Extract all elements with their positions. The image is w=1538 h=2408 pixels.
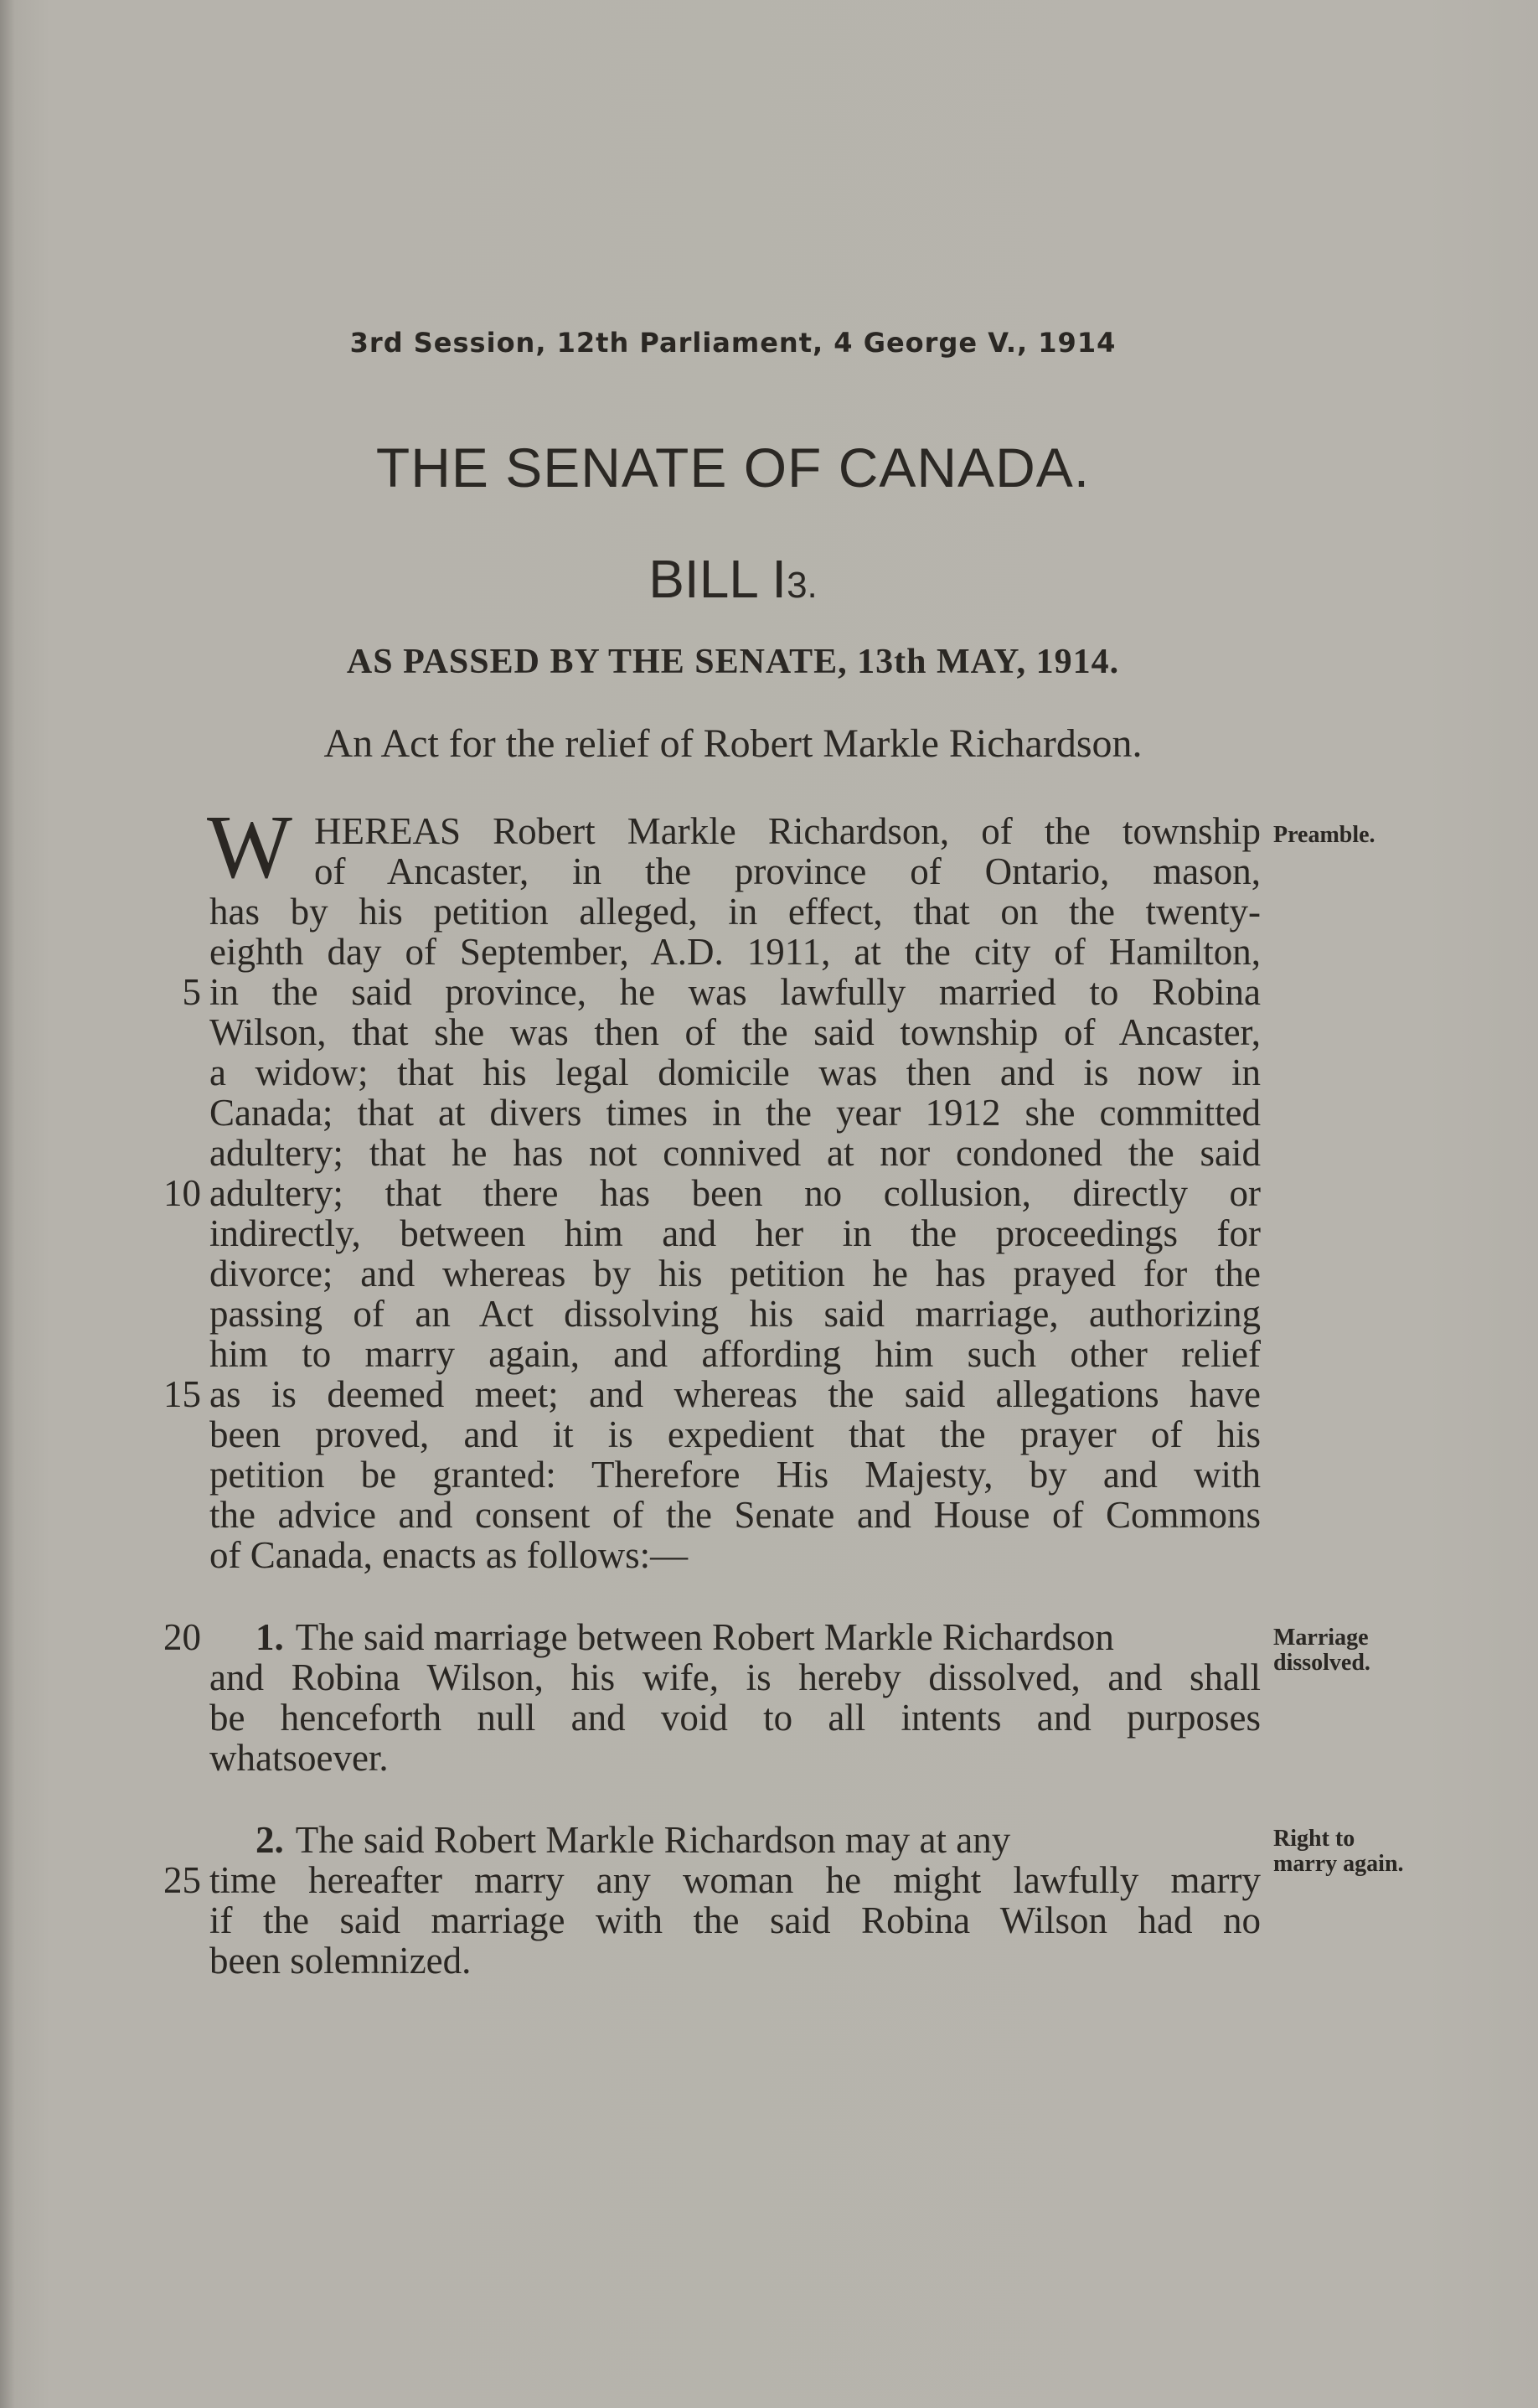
line-number: 20 (163, 1616, 201, 1658)
bill-number: 3 (787, 565, 808, 606)
section-2-line-4: been solemnized. (209, 1940, 472, 1982)
preamble-line-2: of Ancaster, in the province of Ontario, mason, (314, 850, 1261, 892)
preamble-line-12: divorce; and whereas by his petition he has prayed for the (209, 1253, 1261, 1294)
section-2-number: 2. (255, 1819, 284, 1861)
margin-note-preamble: Preamble. (1273, 822, 1375, 848)
bill-prefix: BILL I (648, 549, 787, 609)
section-1-line-3: be henceforth null and void to all intents and purposes (209, 1697, 1261, 1739)
preamble-line-1: HEREAS Robert Markle Richardson, of the township (314, 810, 1261, 852)
preamble-line-6: Wilson, that she was then of the said township of Ancaster, (209, 1011, 1261, 1053)
preamble-line-7: a widow; that his legal domicile was then and is now in (209, 1052, 1261, 1093)
section-1-line-4: whatsoever. (209, 1737, 389, 1779)
preamble-line-3: has by his petition alleged, in effect, that on the twenty- (209, 891, 1261, 933)
preamble-line-19: of Canada, enacts as follows:— (209, 1534, 689, 1576)
preamble-line-11: indirectly, between him and her in the proceedings for (209, 1212, 1261, 1254)
preamble-line-9: adultery; that he has not connived at nor condoned the said (209, 1132, 1261, 1174)
passed-statement: AS PASSED BY THE SENATE, 13th MAY, 1914. (346, 643, 1120, 681)
preamble-line-4: eighth day of September, A.D. 1911, at the city of Hamilton, (209, 931, 1261, 973)
line-number: 25 (163, 1859, 201, 1901)
bill-suffix: . (807, 565, 818, 606)
margin-note-marriage: Marriage (1273, 1625, 1369, 1651)
preamble-line-8: Canada; that at divers times in the year 1912 she committed (209, 1092, 1261, 1134)
preamble-line-16: been proved, and it is expedient that the prayer of his (209, 1413, 1261, 1455)
session-heading: 3rd Session, 12th Parliament, 4 George V., 1914 (349, 327, 1117, 359)
line-number: 5 (182, 971, 201, 1013)
preamble-line-5: in the said province, he was lawfully married to Robina (209, 971, 1261, 1013)
section-1-number: 1. (255, 1616, 284, 1658)
section-1-first-line (255, 1617, 1261, 1657)
section-2-line-3: if the said marriage with the said Robina Wilson had no (209, 1899, 1261, 1941)
preamble-dropcap: W (207, 798, 292, 897)
margin-note-dissolved: dissolved. (1273, 1650, 1370, 1676)
preamble-line-15: as is deemed meet; and whereas the said allegations have (209, 1373, 1261, 1415)
margin-note-marry-again: marry again. (1273, 1851, 1404, 1877)
act-title: An Act for the relief of Robert Markle Richardson. (323, 721, 1143, 766)
preamble-line-14: him to marry again, and affording him such other relief (209, 1333, 1261, 1375)
line-number: 15 (163, 1373, 201, 1415)
preamble-line-17: petition be granted: Therefore His Majesty, by and with (209, 1454, 1261, 1496)
section-2-first-line (255, 1820, 1261, 1860)
section-2-line-2: time hereafter marry any woman he might lawfully marry (209, 1859, 1261, 1901)
section-1-line-2: and Robina Wilson, his wife, is hereby dissolved, and shall (209, 1656, 1261, 1698)
section-1-line-1: The said marriage between Robert Markle Richardson (295, 1616, 1114, 1658)
preamble-line-13: passing of an Act dissolving his said marriage, authorizing (209, 1293, 1261, 1335)
bill-title (0, 548, 1466, 610)
section-2-line-1: The said Robert Markle Richardson may at any (295, 1819, 1011, 1861)
preamble-line-18: the advice and consent of the Senate and House of Commons (209, 1494, 1261, 1536)
house-title: THE SENATE OF CANADA. (375, 437, 1091, 499)
margin-note-right-to: Right to (1273, 1826, 1355, 1852)
line-number: 10 (163, 1172, 201, 1214)
preamble-line-10: adultery; that there has been no collusion, directly or (209, 1172, 1261, 1214)
